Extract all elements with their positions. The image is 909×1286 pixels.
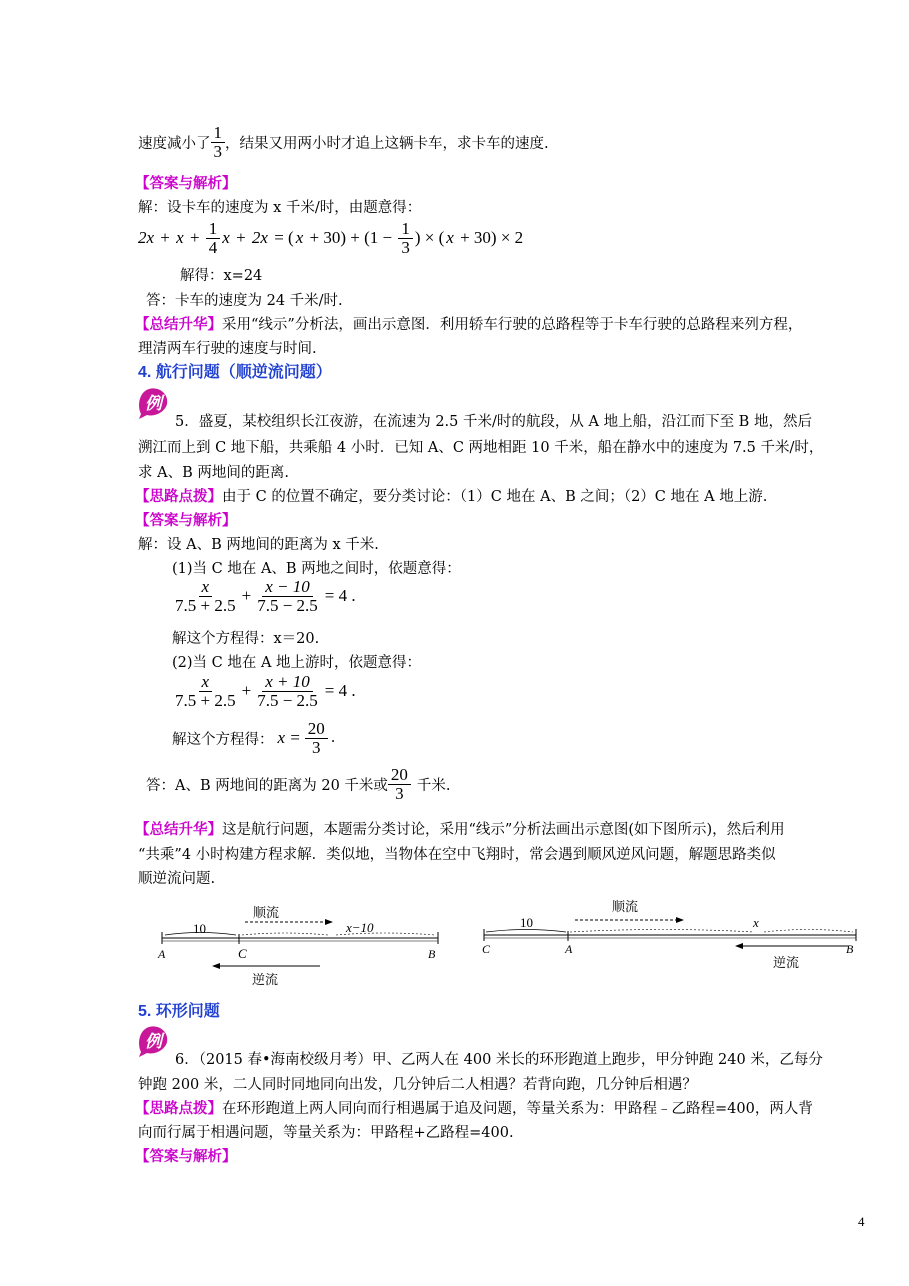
eq2-num1: x (199, 673, 213, 692)
ex5-equation-1 (172, 578, 356, 615)
ex5-hint (135, 485, 767, 506)
ex5-answer-text: 答：A、B 两地间的距离为 20 千米或 (146, 777, 388, 794)
answer-tag-2: 【答案与解析】 (135, 512, 237, 529)
ex5-summary-3: 顺逆流问题. (138, 871, 216, 887)
ex5-case2: (2)当 C 地在 A 地上游时，依题意得： (172, 655, 422, 671)
ex5-line2: 溯江而上到 C 地下船，共乘船 4 小时．已知 A、C 两地相距 10 千米，船在静水中的速度为 7.5 千米/时， (138, 440, 824, 456)
ex5-summary-1 (135, 818, 785, 839)
eq1-den1: 7.5 + 2.5 (175, 595, 236, 615)
p1-summary-1 (135, 313, 802, 334)
eq1-op: + (241, 586, 252, 606)
p1-text-pre: 速度减小了 (138, 135, 211, 152)
left-label-10: 10 (193, 921, 206, 936)
ex6-hint-text-1: 在环形跑道上两人同向而行相遇属于追及问题，等量关系为：甲路程﹣乙路程=400，两人背 (222, 1101, 813, 1117)
left-label-niliu: 逆流 (252, 972, 279, 987)
ex5-sol2-var: x = (277, 728, 301, 748)
right-label-A: A (565, 942, 573, 956)
ex6-hint-2: 向而行属于相遇问题，等量关系为：甲路程+乙路程=400. (138, 1125, 514, 1141)
summary-tag-1: 【总结升华】 (135, 316, 222, 333)
p1-fraction (211, 124, 226, 161)
diagram-case-2 (478, 893, 868, 978)
ex5-answer (146, 766, 451, 803)
p1-summary-2: 理清两车行驶的速度与时间. (138, 341, 317, 357)
hint-tag-1: 【思路点拨】 (135, 488, 222, 505)
p1-solve: 解：设卡车的速度为 x 千米/时，由题意得： (138, 200, 422, 216)
ex5-answer-den: 3 (395, 783, 404, 803)
answer-tag-3: 【答案与解析】 (135, 1148, 237, 1165)
left-label-B: B (428, 947, 436, 961)
p1-frac-num: 1 (211, 124, 226, 143)
ex5-summary-text-1: 这是航行问题，本题需分类讨论，采用“线示”分析法画出示意图(如下图所示)，然后利用 (222, 822, 785, 838)
right-label-x: x (753, 915, 759, 930)
p1-equation: 2x + x + $\frac{1}{4}$ x + 2x = ( x + 30) + (1 − $\frac{1}{3}$ ) × ( x + 30) × 2 (138, 219, 524, 257)
right-label-C: C (482, 942, 491, 956)
example-badge-icon (135, 384, 171, 420)
page-number: 4 (858, 1214, 865, 1229)
eq2-den2: 7.5 − 2.5 (257, 690, 318, 710)
ex5-sol1: 解这个方程得：x＝20. (172, 631, 320, 647)
eq1-num1: x (199, 578, 213, 597)
right-label-niliu: 逆流 (773, 955, 800, 970)
p1-text-post: ，结果又用两小时才追上这辆卡车，求卡车的速度. (225, 135, 549, 152)
eq2-num2: x + 10 (262, 673, 313, 692)
ex5-sol2-text: 解这个方程得： (172, 731, 274, 748)
section-4-title: 4. 航行问题（顺逆流问题） (138, 364, 332, 381)
right-label-B: B (846, 942, 854, 956)
p1-frac-den: 3 (213, 141, 222, 161)
ex5-line3: 求 A、B 两地间的距离. (138, 465, 289, 481)
ex5-equation-2 (172, 673, 356, 710)
ex5-case1: (1)当 C 地在 A、B 两地之间时，依题意得： (172, 561, 461, 577)
ex6-hint-1 (135, 1097, 813, 1118)
left-label-C: C (238, 946, 247, 961)
p1-summary-text-1: 采用“线示”分析法，画出示意图．利用轿车行驶的总路程等于卡车行驶的总路程来列方程， (222, 317, 803, 333)
hint-tag-2: 【思路点拨】 (135, 1100, 222, 1117)
answer-tag-1: 【答案与解析】 (135, 175, 237, 192)
right-label-shunliu: 顺流 (612, 899, 639, 914)
ex5-sol2: 解这个方程得： x = $\frac{20}{3}$ . (172, 719, 336, 757)
p1-answer: 答：卡车的速度为 24 千米/时. (146, 293, 343, 309)
diagram-case-1 (150, 900, 450, 990)
eq2-rhs: = 4 . (324, 681, 356, 701)
summary-tag-2: 【总结升华】 (135, 821, 222, 838)
ex5-answer-post: 千米. (416, 777, 451, 794)
ex5-solve: 解：设 A、B 两地间的距离为 x 千米. (138, 537, 379, 553)
eq2-den1: 7.5 + 2.5 (175, 690, 236, 710)
ex6-line2: 钟跑 200 米，二人同时同地同向出发，几分钟后二人相遇？若背向跑，几分钟后相遇？ (138, 1077, 697, 1093)
example-badge-label: 例 (145, 394, 162, 413)
example-badge-icon-2 (135, 1022, 171, 1058)
eq2-op: + (241, 681, 252, 701)
left-label-x10: x−10 (346, 920, 374, 935)
ex5-sol2-num: 20 (305, 720, 328, 739)
right-label-10: 10 (520, 915, 533, 930)
ex5-sol2-den: 3 (312, 737, 321, 757)
p1-line1 (138, 124, 549, 161)
example-badge-label-2: 例 (145, 1032, 162, 1051)
ex5-answer-frac (388, 766, 411, 803)
ex5-summary-2: “共乘”4 小时构建方程求解．类似地，当物体在空中飞翔时，常会遇到顺风逆风问题，解题思路类似 (138, 847, 776, 863)
eq1-rhs: = 4 . (324, 586, 356, 606)
ex5-answer-num: 20 (388, 766, 411, 785)
ex6-line1: 6．（2015 春•海南校级月考）甲、乙两人在 400 米长的环形跑道上跑步，甲分钟跑 240 米，乙每分 (175, 1052, 823, 1068)
eq1-den2: 7.5 − 2.5 (257, 595, 318, 615)
ex5-hint-text: 由于 C 的位置不确定，要分类讨论：（1）C 地在 A、B 之间；（2）C 地在 A 地上游. (222, 489, 768, 505)
left-label-shunliu: 顺流 (253, 905, 280, 920)
ex5-sol2-frac (305, 720, 328, 757)
p1-result: 解得：x=24 (180, 268, 263, 284)
section-5-title: 5. 环形问题 (138, 1003, 220, 1020)
ex5-line1: 5．盛夏，某校组织长江夜游，在流速为 2.5 千米/时的航段，从 A 地上船，沿江而下至 B 地，然后 (175, 414, 812, 430)
eq1-num2: x − 10 (262, 578, 313, 597)
left-label-A: A (158, 947, 166, 961)
